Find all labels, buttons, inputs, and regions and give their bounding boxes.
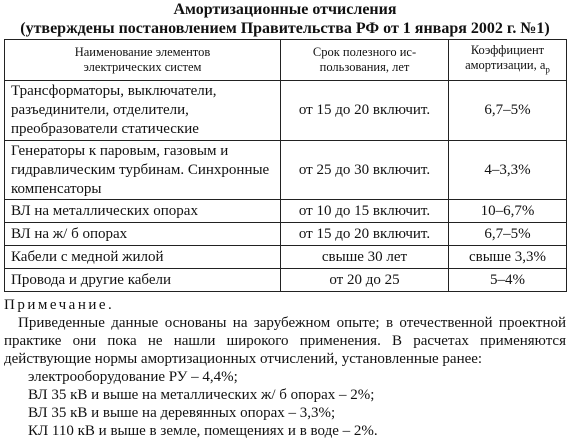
row-coef: 10–6,7% (449, 200, 567, 223)
row-coef: 6,7–5% (449, 223, 567, 246)
row-name: ВЛ на ж/ б опорах (5, 223, 281, 246)
table-header-row (5, 40, 567, 81)
header-period (281, 40, 449, 81)
list-item: ВЛ 35 кВ и выше на металлических ж/ б опорах – 2%; (28, 387, 375, 403)
row-name: ВЛ на металлических опорах (5, 200, 281, 223)
row-name: Трансформаторы, выключатели, разъединители, отделители, преобразователи статические (5, 81, 281, 141)
notes-paragraph: Приведенные данные основаны на зарубежном опыте; в отечественной проектной практике они пока не нашли широкого применения. В расчетах применяются действующие нормы амортизационных отчислений, установленные ранее: (4, 315, 566, 367)
table-row (5, 246, 567, 269)
list-item: электрооборудование РУ – 4,4%; (28, 369, 238, 385)
title-line-1: Амортизационные отчисления (173, 1, 397, 18)
list-item: КЛ 110 кВ и выше в земле, помещениях и в воде – 2%. (28, 423, 378, 439)
row-name: Провода и другие кабели (5, 269, 281, 292)
header-coef-subscript: р (545, 64, 550, 75)
notes-section (4, 296, 566, 440)
title-line-2: (утверждены постановлением Правительства РФ от 1 января 2002 г. №1) (20, 20, 550, 37)
table-row (5, 200, 567, 223)
row-period: от 25 до 30 включит. (281, 141, 449, 200)
table-row (5, 223, 567, 246)
header-name-line-2: электрических систем (83, 60, 202, 74)
header-coef-line-1: Коэффициент (470, 42, 545, 57)
row-name: Кабели с медной жилой (5, 246, 281, 269)
table-row (5, 141, 567, 200)
row-coef: свыше 3,3% (449, 246, 567, 269)
row-period: от 15 до 20 включит. (281, 223, 449, 246)
header-name-line-1: Наименование элементов (74, 45, 211, 59)
document-title (0, 0, 570, 38)
row-period: от 20 до 25 (281, 269, 449, 292)
row-period: от 10 до 15 включит. (281, 200, 449, 223)
notes-list (4, 368, 566, 440)
row-coef: 6,7–5% (449, 81, 567, 141)
notes-heading: Примечание. (4, 297, 115, 313)
table-row (5, 81, 567, 141)
header-name (5, 40, 281, 81)
header-coef (449, 40, 567, 81)
row-period: от 15 до 20 включит. (281, 81, 449, 141)
list-item: ВЛ 35 кВ и выше на деревянных опорах – 3,3%; (28, 405, 336, 421)
header-coef-line-2: амортизации, a (465, 57, 546, 72)
row-period: свыше 30 лет (281, 246, 449, 269)
header-period-line-2: пользования, лет (319, 60, 410, 74)
row-coef: 4–3,3% (449, 141, 567, 200)
row-coef: 5–4% (449, 269, 567, 292)
row-name: Генераторы к паровым, газовым и гидравлическим турбинам. Синхронные компенсаторы (5, 141, 281, 200)
table-row (5, 269, 567, 292)
header-period-line-1: Срок полезного ис- (312, 45, 417, 59)
depreciation-table (4, 39, 567, 292)
